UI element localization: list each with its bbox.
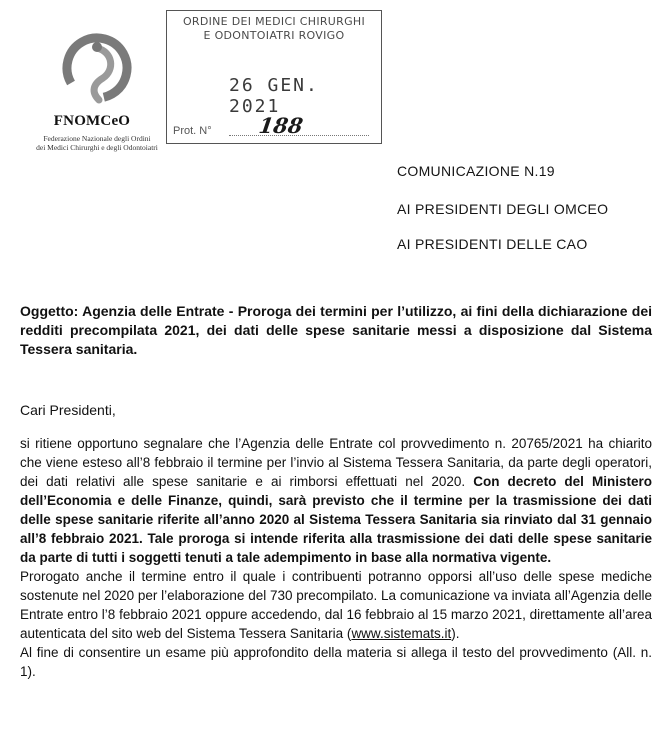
fnomceo-logo bbox=[12, 30, 182, 152]
stamp-prot-number: 188 bbox=[257, 113, 305, 138]
paragraph-3: Al fine di consentire un esame più approfondito della materia si allega il testo del provvedimento (All. n. 1). bbox=[20, 645, 652, 679]
logo-subtitle-line1: Federazione Nazionale degli Ordini bbox=[43, 134, 151, 143]
subject-line: Oggetto: Agenzia delle Entrate - Proroga dei termini per l’utilizzo, ai fini della dichiarazione dei redditi precompilata 2021, dei dati delle spese sanitarie messi a disposizione dal Sistema Tessera sanitaria. bbox=[20, 303, 652, 357]
paragraph-2-end: ). bbox=[451, 626, 460, 641]
addressee-omceo: AI PRESIDENTI DEGLI OMCEO bbox=[397, 201, 609, 217]
communication-number: COMUNICAZIONE N.19 bbox=[397, 163, 555, 179]
logo-name: FNOMCeO bbox=[53, 113, 131, 129]
sistemats-link[interactable]: www.sistemats.it bbox=[351, 626, 452, 641]
paragraph-1 bbox=[20, 434, 652, 567]
stamp-title-line2: E ODONTOIATRI ROVIGO bbox=[203, 29, 345, 42]
paragraph-2-text: Prorogato anche il termine entro il quale i contribuenti potranno opporsi all’uso delle spese mediche sostenute nel 2020 per l’elaborazione del 730 precompilato. La comunicazione va inviata all’Agenzia delle Entrate entro l’8 febbraio 2021 oppure accedendo, dal 16 febbraio al 15 marzo 2021, direttamente all’area autenticata del sito web del Sistema Tessera Sanitaria ( bbox=[20, 569, 652, 641]
fnomceo-emblem-icon bbox=[57, 30, 137, 110]
letter-body bbox=[20, 434, 652, 681]
greeting: Cari Presidenti, bbox=[20, 402, 116, 418]
paragraph-1-bold: Con decreto del Ministero dell’Economia e delle Finanze, quindi, sarà previsto che il termine per la trasmissione dei dati delle spese sanitarie riferite all’anno 2020 al Sistema Tessera Sanitaria sia rinviato dal 31 gennaio all’8 febbraio 2021. Tale proroga si intende riferita alla trasmissione dei dati delle spese sanitarie da parte di tutti i soggetti tenuti a tale adempimento in base alla normativa vigente. bbox=[20, 474, 652, 565]
protocol-stamp bbox=[166, 10, 382, 144]
addressee-cao: AI PRESIDENTI DELLE CAO bbox=[397, 236, 588, 252]
stamp-date: 26 GEN. 2021 bbox=[229, 75, 319, 117]
paragraph-1-plain: si ritiene opportuno segnalare che l’Agenzia delle Entrate col provvedimento n. 20765/2021 ha chiarito che viene esteso all’8 febbraio il termine per l’invio al Sistema Tessera Sanitaria, da parte degli operatori, dei dati relativi alle spese sanitarie e ai rimborsi effettuati nel 2020. bbox=[20, 436, 652, 489]
logo-subtitle-line2: dei Medici Chirurghi e degli Odontoiatri bbox=[36, 143, 158, 152]
paragraph-2 bbox=[20, 567, 652, 643]
stamp-prot-label: Prot. N° bbox=[173, 125, 212, 137]
stamp-title-line1: ORDINE DEI MEDICI CHIRURGHI bbox=[182, 15, 366, 28]
